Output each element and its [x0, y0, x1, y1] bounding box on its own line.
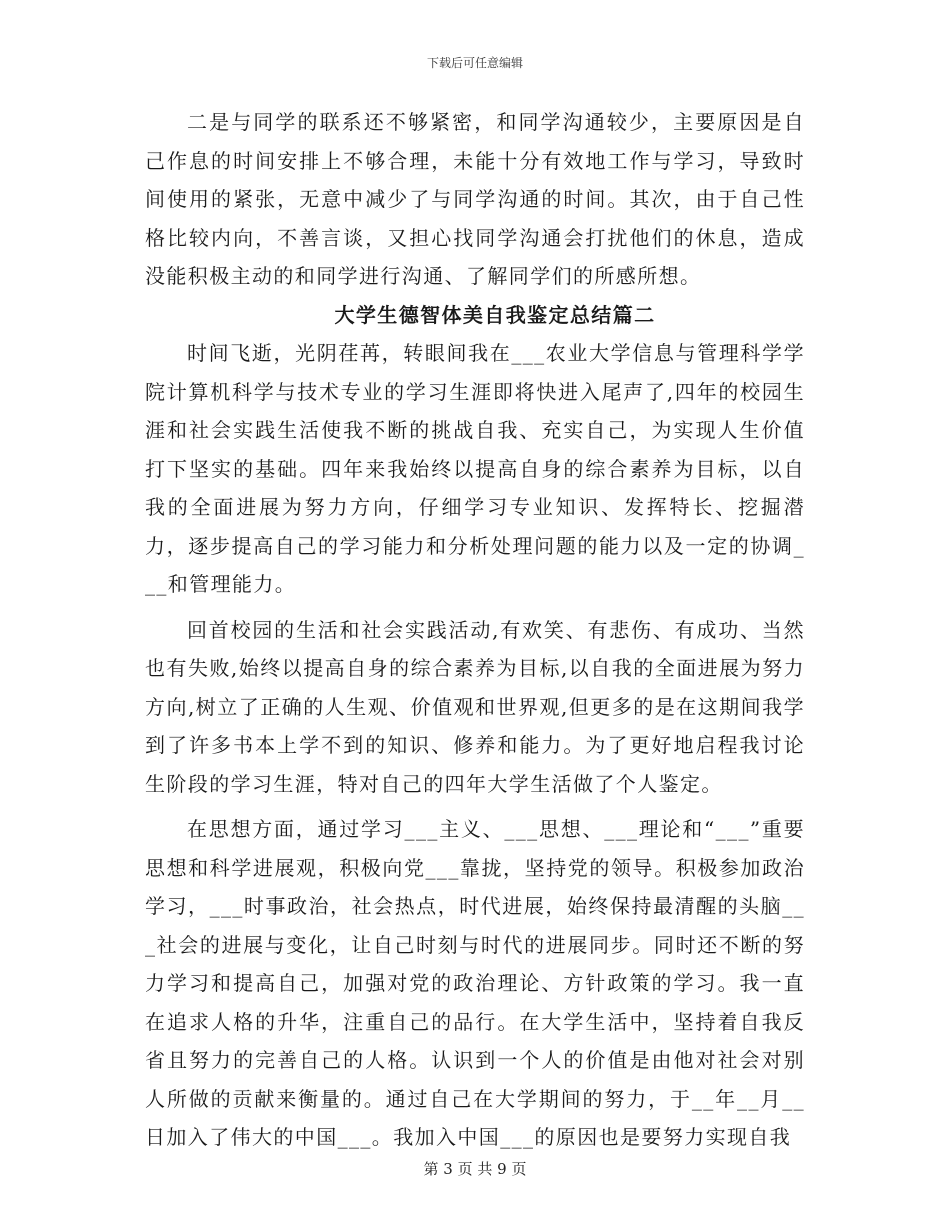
document-body	[145, 103, 805, 1157]
page-footer: 第 3 页 共 9 页	[423, 1160, 527, 1178]
section-title: 大学生德智体美自我鉴定总结篇二	[334, 302, 656, 327]
page-header: 下载后可任意编辑	[426, 56, 523, 70]
paragraph-communication: 二是与同学的联系还不够紧密，和同学沟通较少，主要原因是自己作息的时间安排上不够合理，未能十分有效地工作与学习，导致时间使用的紧张，无意中减少了与同学沟通的时间。其次，由于自己性格比较内向，不善言谈，又担心找同学沟通会打扰他们的休息，造成没能积极主动的和同学进行沟通、了解同学们的所感所想。	[145, 110, 805, 288]
paragraph-ideology: 在思想方面，通过学习___主义、___思想、___理论和“___”重要思想和科学进展观，积极向党___靠拢，坚持党的领导。积极参加政治学习，___时事政治，社会热点，时代进展，始终保持最清醒的头脑___社会的进展与变化，让自己时刻与时代的进展同步。同时还不断的努力学习和提高自己，加强对党的政治理论、方针政策的学习。我一直在追求人格的升华，注重自己的品行。在大学生活中，坚持着自我反省且努力的完善自己的人格。认识到一个人的价值是由他对社会对别人所做的贡献来衡量的。通过自己在大学期间的努力，于__年__月__日加入了伟大的中国___。我加入中国___的原因也是要努力实现自我	[145, 817, 805, 1149]
paragraph-campus-life: 回首校园的生活和社会实践活动,有欢笑、有悲伤、有成功、当然也有失败,始终以提高自身的综合素养为目标,以自我的全面进展为努力方向,树立了正确的人生观、价值观和世界观,但更多的是在这期间我学到了许多书本上学不到的知识、修养和能力。为了更好地启程我讨论生阶段的学习生涯，特对自己的四年大学生活做了个人鉴定。	[145, 617, 805, 796]
paragraph-intro: 时间飞逝，光阴荏苒，转眼间我在___农业大学信息与管理科学学院计算机科学与技术专业的学习生涯即将快进入尾声了,四年的校园生涯和社会实践生活使我不断的挑战自我、充实自己，为实现人生价值打下坚实的基础。四年来我始终以提高自身的综合素养为目标，以自我的全面进展为努力方向，仔细学习专业知识、发挥特长、挖掘潜力，逐步提高自己的学习能力和分析处理问题的能力以及一定的协调___和管理能力。	[145, 341, 805, 596]
